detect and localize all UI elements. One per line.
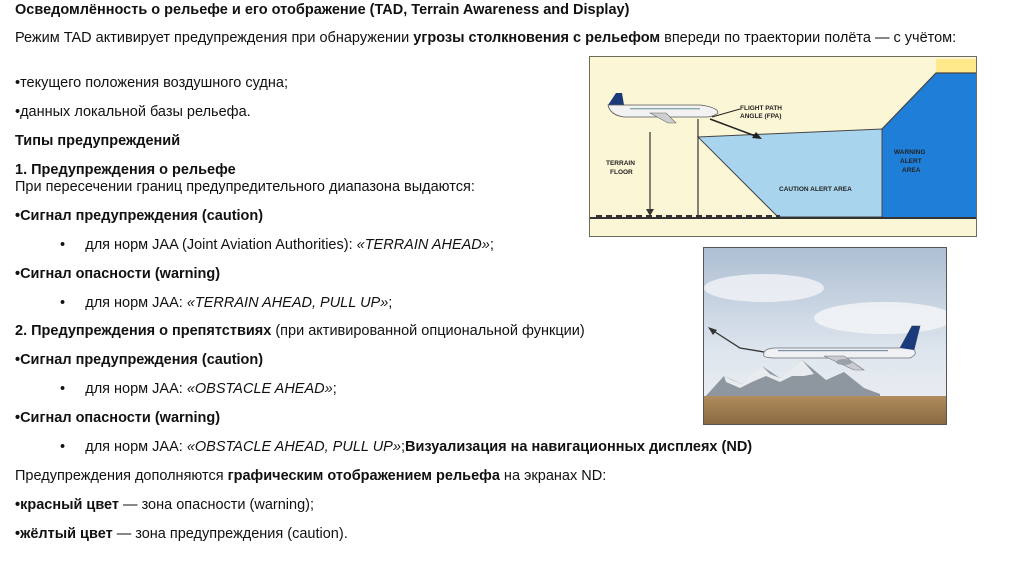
- fpa-arrow: [710, 119, 758, 137]
- bullet-dot: •: [60, 439, 66, 455]
- punct: ;: [332, 381, 337, 397]
- intro-bold: угрозы столкновения с рельефом: [413, 30, 661, 46]
- red-desc: — зона опасности (warning);: [119, 497, 315, 513]
- warning-label-1: WARNING: [894, 149, 926, 156]
- caution-area-label: CAUTION ALERT AREA: [779, 186, 852, 193]
- signal-text: «OBSTACLE AHEAD»: [186, 381, 333, 397]
- sec1-warning-item: [60, 295, 392, 312]
- warning-label-3: AREA: [902, 167, 921, 174]
- sec1-caution-label: •Сигнал предупреждения (caution): [15, 208, 264, 224]
- aircraft-icon: [608, 93, 718, 123]
- sec2-caution-label: •Сигнал предупреждения (caution): [15, 352, 264, 368]
- ground: [704, 396, 946, 424]
- sec2-warning-item: [60, 439, 752, 456]
- caution-alert-area: [698, 129, 882, 217]
- terrain-floor-label-2: FLOOR: [610, 169, 633, 176]
- nd-bold: графическим отображением рельефа: [227, 468, 500, 484]
- red-label: •красный цвет: [15, 497, 120, 513]
- sec2-heading-note: (при активированной опциональной функции): [271, 323, 585, 339]
- signal-text: «OBSTACLE AHEAD, PULL UP»: [186, 439, 401, 455]
- yellow-color-line: [15, 526, 348, 543]
- sec1-warning-label: •Сигнал опасности (warning): [15, 266, 221, 282]
- signal-text: «TERRAIN AHEAD»: [356, 237, 490, 253]
- sec2-warning-label: •Сигнал опасности (warning): [15, 410, 221, 426]
- tad-diagram: [589, 56, 977, 237]
- page-title: Осведомлённость о рельефе и его отображение (TAD, Terrain Awareness and Display): [15, 2, 630, 18]
- terrain-floor-label-1: TERRAIN: [606, 160, 635, 167]
- nd-tail: на экранах ND:: [499, 468, 607, 484]
- bullet-aircraft-position: •текущего положения воздушного судна;: [15, 75, 288, 91]
- sec2-heading-line: [15, 323, 585, 340]
- intro-text: Режим TAD активирует предупреждения при обнаружении: [15, 30, 414, 46]
- bullet-terrain-database: •данных локальной базы рельефа.: [15, 104, 251, 120]
- types-heading: Типы предупреждений: [15, 133, 181, 149]
- intro-tail: впереди по траектории полёта — с учётом:: [660, 30, 957, 46]
- norm-text: для норм JAA:: [85, 439, 187, 455]
- nd-heading: Визуализация на навигационных дисплеях (ND): [404, 439, 753, 455]
- arrow-head-down: [646, 209, 654, 216]
- punct: ;: [388, 295, 393, 311]
- intro-paragraph: [15, 30, 975, 47]
- nd-text: Предупреждения дополняются: [15, 468, 228, 484]
- norm-text: для норм JAA:: [85, 381, 187, 397]
- warning-alert-area: [882, 73, 976, 217]
- punct: ;: [400, 439, 405, 455]
- signal-text: «TERRAIN AHEAD, PULL UP»: [186, 295, 389, 311]
- sec1-caution-item: [60, 237, 494, 254]
- aircraft-photo-svg: [704, 248, 946, 424]
- warning-label-2: ALERT: [900, 158, 922, 165]
- sec1-subline: При пересечении границ предупредительного диапазона выдаются:: [15, 179, 475, 195]
- aircraft-photo: [703, 247, 947, 425]
- norm-text: для норм JAA (Joint Aviation Authorities):: [85, 237, 357, 253]
- sec2-caution-item: [60, 381, 337, 398]
- bullet-dot: •: [60, 381, 66, 397]
- nd-line: [15, 468, 606, 485]
- cloud: [704, 274, 824, 302]
- fpa-label-2: ANGLE (FPA): [740, 113, 782, 120]
- norm-text: для норм JAA:: [85, 295, 187, 311]
- red-color-line: [15, 497, 314, 514]
- sec1-heading: 1. Предупреждения о рельефе: [15, 162, 236, 178]
- sky-band: [936, 59, 976, 73]
- punct: ;: [489, 237, 494, 253]
- sec2-heading: 2. Предупреждения о препятствиях: [15, 323, 272, 339]
- fpa-label-1: FLIGHT PATH: [740, 105, 783, 112]
- yellow-label: •жёлтый цвет: [15, 526, 113, 542]
- tad-diagram-svg: [590, 57, 976, 236]
- bullet-dot: •: [60, 237, 66, 253]
- yellow-desc: — зона предупреждения (caution).: [112, 526, 348, 542]
- bullet-dot: •: [60, 295, 66, 311]
